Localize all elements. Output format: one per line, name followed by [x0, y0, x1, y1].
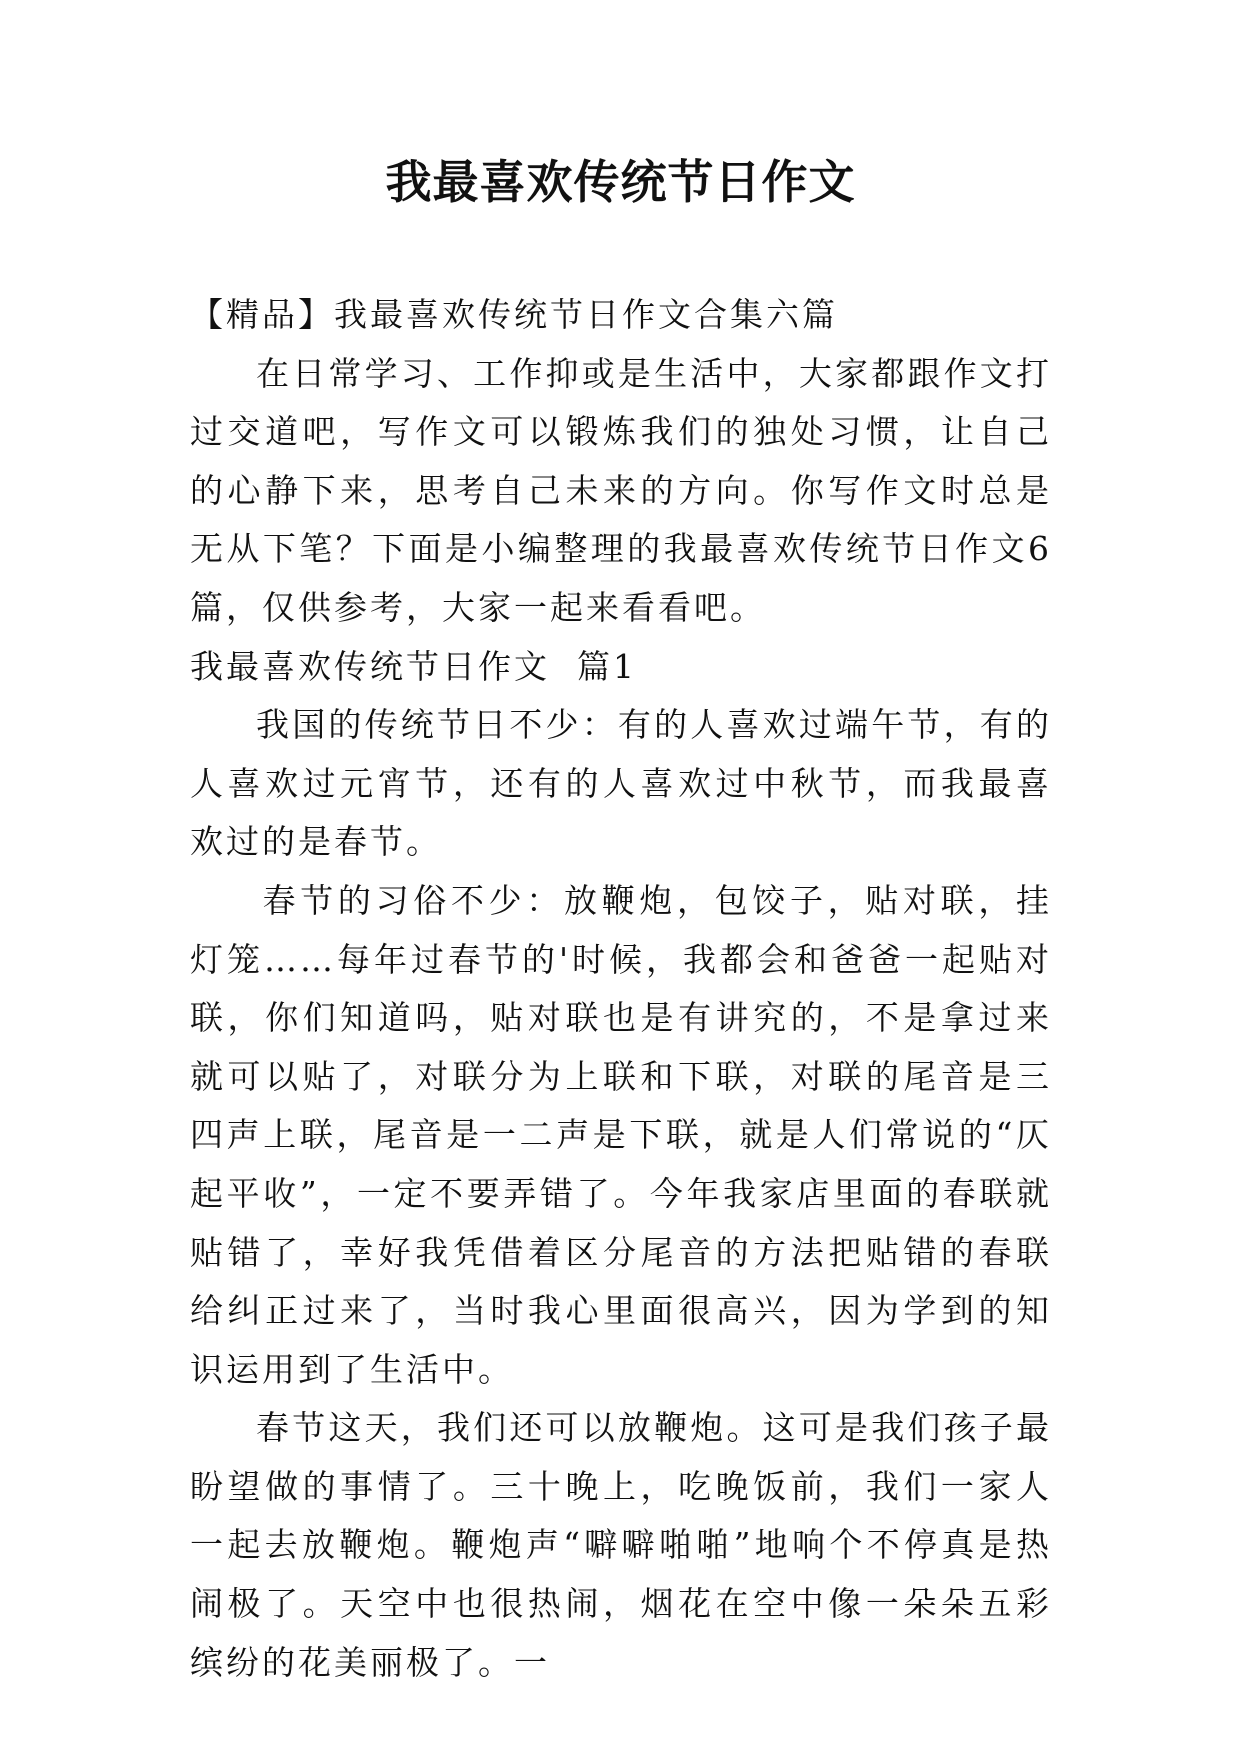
body-paragraph: 我国的传统节日不少：有的人喜欢过端午节，有的人喜欢过元宵节，还有的人喜欢过中秋节，而我最喜欢过的是春节。: [190, 705, 1052, 862]
collection-subtitle: 【精品】我最喜欢传统节日作文合集六篇: [190, 295, 838, 334]
intro-paragraph: 在日常学习、工作抑或是生活中，大家都跟作文打过交道吧，写作文可以锻炼我们的独处习惯，让自己的心静下来，思考自己未来的方向。你写作文时总是无从下笔？下面是小编整理的我最喜欢传统节日作文6篇，仅供参考，大家一起来看看吧。: [190, 353, 1052, 627]
body-paragraph: 春节的习俗不少：放鞭炮，包饺子，贴对联，挂灯笼……每年过春节的'时候，我都会和爸爸一起贴对联，你们知道吗，贴对联也是有讲究的，不是拿过来就可以贴了，对联分为上联和下联，对联的尾音是三四声上联，尾音是一二声是下联，就是人们常说的“仄起平收”，一定不要弄错了。今年我家店里面的春联就贴错了，幸好我凭借着区分尾音的方法把贴错的春联给纠正过来了，当时我心里面很高兴，因为学到的知识运用到了生活中。: [190, 880, 1052, 1389]
body-paragraph: 春节这天，我们还可以放鞭炮。这可是我们孩子最盼望做的事情了。三十晚上，吃晚饭前，我们一家人一起去放鞭炮。鞭炮声“噼噼啪啪”地响个不停真是热闹极了。天空中也很热闹，烟花在空中像一朵朵五彩缤纷的花美丽极了。一: [190, 1408, 1052, 1682]
document-body: [190, 286, 1052, 1692]
document-title: 我最喜欢传统节日作文: [385, 155, 856, 209]
section-heading: 我最喜欢传统节日作文 篇1: [190, 646, 637, 686]
